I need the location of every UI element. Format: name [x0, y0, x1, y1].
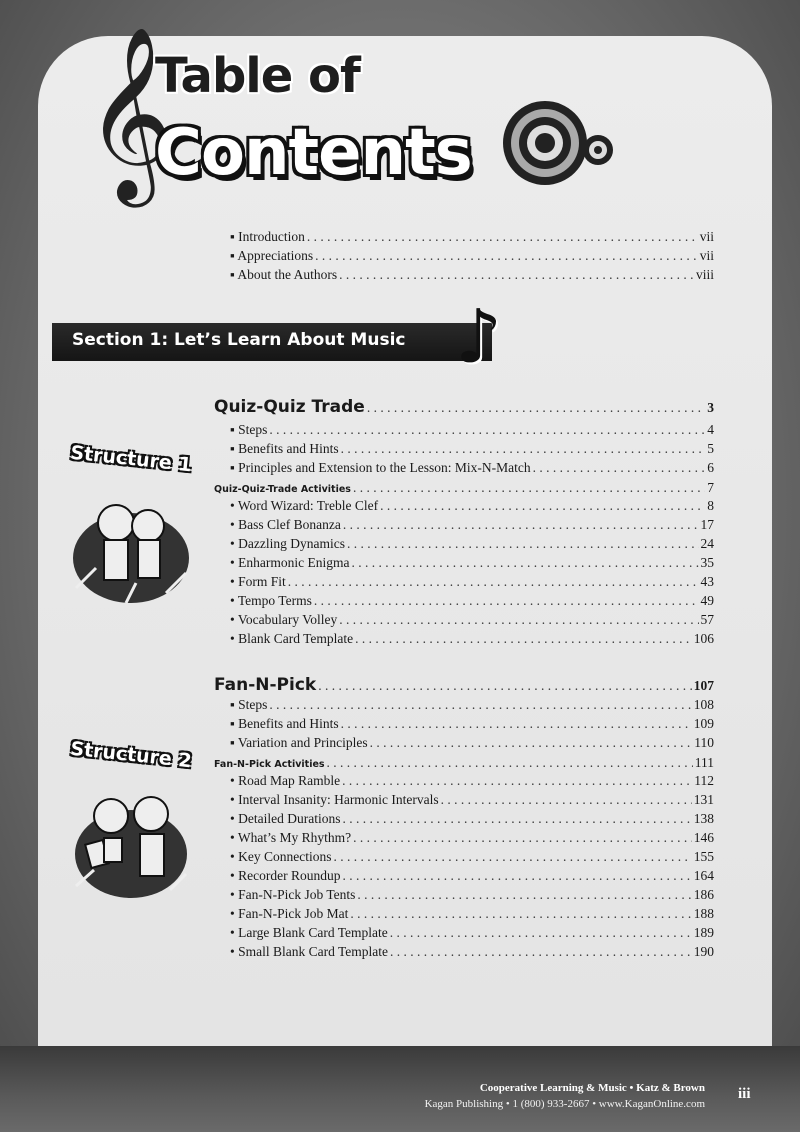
toc-item-introduction[interactable]	[230, 228, 714, 246]
footer-publisher: Kagan Publishing • 1 (800) 933-2667 • www.KaganOnline.com	[424, 1098, 705, 1110]
toc-page: 24	[700, 536, 714, 551]
toc-item[interactable]	[230, 715, 714, 733]
title-line-1: Table of	[155, 48, 360, 104]
toc-heading-quiz-quiz-trade[interactable]	[214, 398, 714, 417]
toc-activity[interactable]	[230, 867, 714, 885]
toc-activity[interactable]	[230, 772, 714, 790]
toc-page: 190	[693, 944, 714, 959]
toc-label: ▪ Steps	[230, 697, 268, 712]
toc-label: ▪ Benefits and Hints	[230, 441, 339, 456]
toc-label: • Interval Insanity: Harmonic Intervals	[230, 792, 439, 807]
toc-label: ▪ Principles and Extension to the Lesson: Mix-N-Match	[230, 460, 531, 475]
toc-label: • Tempo Terms	[230, 593, 312, 608]
toc-label: • Vocabulary Volley	[230, 612, 338, 627]
toc-item[interactable]	[230, 734, 714, 752]
toc-activity[interactable]	[230, 535, 714, 553]
toc-label: ▪ Variation and Principles	[230, 735, 368, 750]
toc-label: • Recorder Roundup	[230, 868, 341, 883]
toc-page: vii	[699, 248, 714, 263]
toc-page: 146	[693, 830, 714, 845]
toc-label: ▪ Benefits and Hints	[230, 716, 339, 731]
toc-activity[interactable]	[230, 848, 714, 866]
structure-2-badge	[66, 737, 196, 914]
toc-page: 35	[700, 555, 714, 570]
toc-item-about-authors[interactable]	[230, 266, 714, 284]
section-title: Section 1: Let’s Learn About Music	[72, 330, 406, 350]
toc-page: 110	[694, 735, 714, 750]
toc-activity[interactable]	[230, 592, 714, 610]
toc-page: 5	[707, 441, 714, 456]
toc-activities-heading[interactable]	[214, 754, 714, 774]
toc-activity[interactable]	[230, 630, 714, 648]
toc-item[interactable]	[230, 696, 714, 714]
toc-label: Fan-N-Pick Activities	[214, 759, 325, 770]
toc-label: Quiz-Quiz-Trade Activities	[214, 484, 351, 495]
toc-label: • Blank Card Template	[230, 631, 354, 646]
toc-label: ▪ Introduction	[230, 229, 305, 244]
toc-activity[interactable]	[230, 791, 714, 809]
cartoon-characters-icon	[66, 478, 196, 618]
toc-label: • What’s My Rhythm?	[230, 830, 352, 845]
toc-label: • Dazzling Dynamics	[230, 536, 345, 551]
title-banner	[85, 28, 545, 208]
toc-heading-fan-n-pick[interactable]	[214, 676, 714, 695]
toc-activities-heading[interactable]	[214, 479, 714, 499]
toc-page: 108	[693, 697, 714, 712]
toc-page: 164	[693, 868, 714, 883]
toc-activity[interactable]	[230, 573, 714, 591]
toc-page: 6	[707, 460, 714, 475]
footer-book-title: Cooperative Learning & Music • Katz & Brown	[479, 1082, 705, 1094]
music-note-icon: ♪	[455, 294, 503, 380]
toc-item[interactable]	[230, 459, 714, 477]
toc-item[interactable]	[230, 440, 714, 458]
toc-page: 17	[700, 517, 714, 532]
toc-label: • Enharmonic Enigma	[230, 555, 350, 570]
title-line-2: Contents	[155, 116, 472, 190]
toc-activity[interactable]	[230, 924, 714, 942]
toc-activity[interactable]	[230, 497, 714, 515]
toc-page: 155	[693, 849, 714, 864]
toc-page: 131	[693, 792, 714, 807]
toc-label: • Small Blank Card Template	[230, 944, 389, 959]
decorative-circles-icon	[500, 98, 630, 198]
toc-page: 43	[700, 574, 714, 589]
toc-page: 186	[693, 887, 714, 902]
toc-label: • Road Map Ramble	[230, 773, 341, 788]
toc-label: • Fan-N-Pick Job Mat	[230, 906, 349, 921]
toc-label: ▪ Steps	[230, 422, 268, 437]
page-footer	[0, 1046, 800, 1132]
toc-page: 57	[700, 612, 714, 627]
toc-activity[interactable]	[230, 516, 714, 534]
toc-label: Quiz-Quiz Trade	[214, 397, 365, 417]
toc-page: 107	[693, 678, 714, 693]
toc-page: 112	[694, 773, 714, 788]
cartoon-characters-icon	[66, 774, 196, 914]
toc-page: 189	[693, 925, 714, 940]
toc-activity[interactable]	[230, 611, 714, 629]
toc-page: 111	[694, 755, 714, 770]
toc-page: 188	[693, 906, 714, 921]
structure-2-label: Structure 2	[69, 737, 193, 773]
toc-page: viii	[695, 267, 714, 282]
toc-label: • Detailed Durations	[230, 811, 341, 826]
toc-page: 7	[707, 480, 714, 495]
toc-page: 49	[700, 593, 714, 608]
toc-item[interactable]	[230, 421, 714, 439]
section-header	[52, 323, 492, 361]
toc-label: • Form Fit	[230, 574, 286, 589]
toc-page: 4	[707, 422, 714, 437]
toc-activity[interactable]	[230, 810, 714, 828]
treble-clef-icon: 𝄞	[85, 26, 174, 200]
toc-page: vii	[699, 229, 714, 244]
toc-label: ▪ About the Authors	[230, 267, 338, 282]
toc-page: 109	[693, 716, 714, 731]
toc-label: ▪ Appreciations	[230, 248, 314, 263]
page-number: iii	[738, 1086, 751, 1102]
structure-1-badge	[66, 441, 196, 618]
toc-page: 8	[707, 498, 714, 513]
toc-label: • Large Blank Card Template	[230, 925, 388, 940]
toc-item-appreciations[interactable]	[230, 247, 714, 265]
toc-label: • Bass Clef Bonanza	[230, 517, 341, 532]
toc-activity[interactable]	[230, 943, 714, 961]
toc-page: 106	[693, 631, 714, 646]
toc-activity[interactable]	[230, 905, 714, 923]
toc-label: Fan-N-Pick	[214, 675, 317, 695]
toc-page: 138	[693, 811, 714, 826]
toc-page: 3	[707, 400, 714, 415]
structure-1-label: Structure 1	[69, 441, 193, 477]
toc-activity[interactable]	[230, 829, 714, 847]
toc-label: • Word Wizard: Treble Clef	[230, 498, 379, 513]
toc-activity[interactable]	[230, 886, 714, 904]
toc-label: • Fan-N-Pick Job Tents	[230, 887, 356, 902]
toc-label: • Key Connections	[230, 849, 332, 864]
toc-activity[interactable]	[230, 554, 714, 572]
